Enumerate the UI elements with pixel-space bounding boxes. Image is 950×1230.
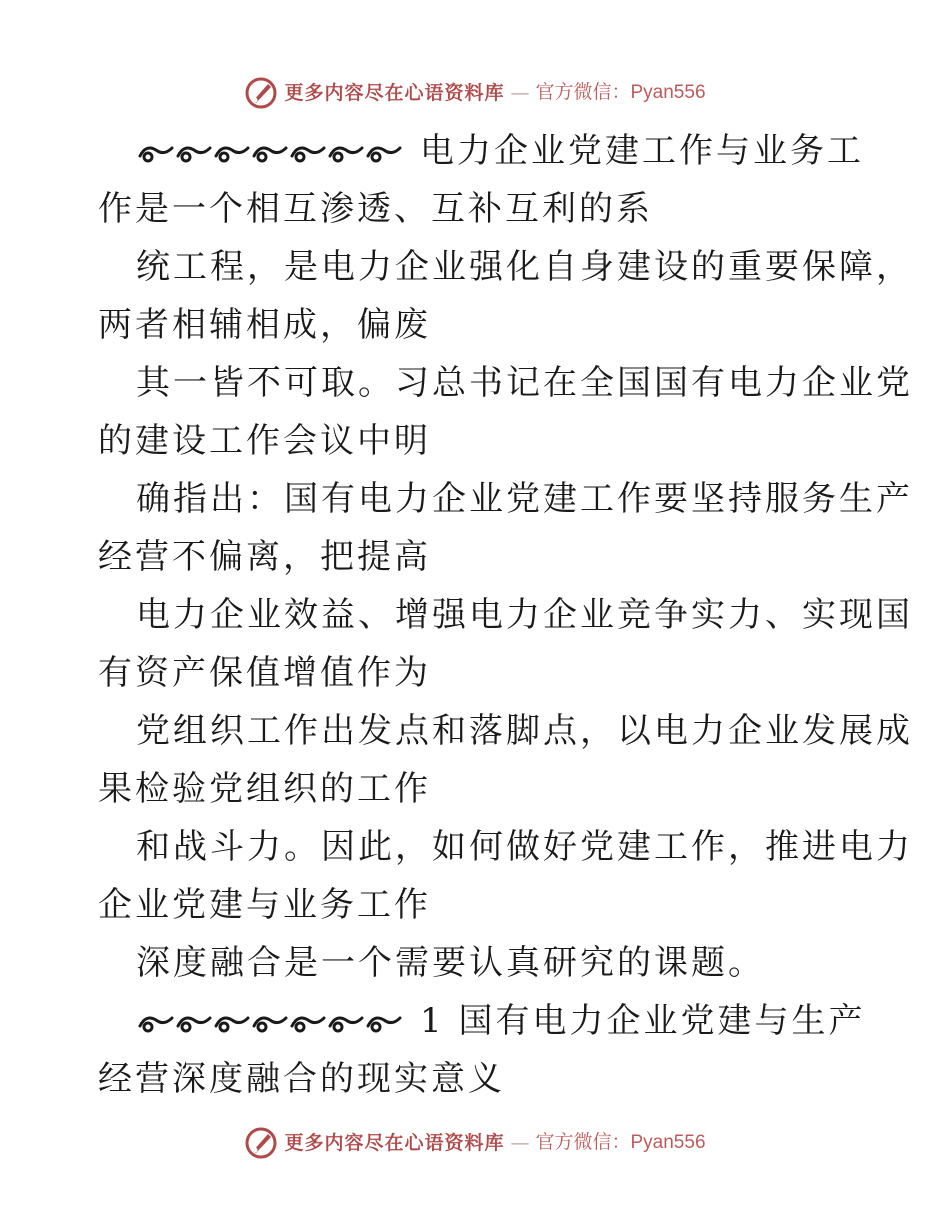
body-line: 企业党建与业务工作 bbox=[98, 885, 431, 925]
body-line: 统工程，是电力企业强化自身建设的重要保障， bbox=[136, 247, 913, 287]
section-heading-text: 1 国有电力企业党建与生产 bbox=[420, 1001, 866, 1041]
body-line: 和战斗力。因此，如何做好党建工作，推进电力 bbox=[136, 827, 913, 867]
body-line: 作是一个相互渗透、互补互利的系 bbox=[98, 189, 653, 229]
footer-watermark-wechat: 官方微信：Pyan556 bbox=[535, 1132, 706, 1153]
document-body bbox=[98, 122, 913, 1108]
body-line-text: 电力企业党建工作与业务工 bbox=[420, 131, 864, 171]
body-line: 两者相辅相成，偏废 bbox=[98, 305, 431, 345]
body-line bbox=[98, 122, 864, 180]
footer-watermark-text: 更多内容尽在心语资料库 bbox=[284, 1132, 505, 1154]
section-heading-line: 经营深度融合的现实意义 bbox=[98, 1059, 505, 1099]
footer-watermark bbox=[0, 1126, 950, 1160]
ornament-icon bbox=[136, 140, 408, 166]
quill-logo-icon bbox=[244, 1126, 278, 1160]
header-watermark-dash: — bbox=[510, 82, 530, 104]
body-line: 经营不偏离，把提高 bbox=[98, 537, 431, 577]
body-line: 深度融合是一个需要认真研究的课题。 bbox=[136, 943, 765, 983]
body-line: 确指出：国有电力企业党建工作要坚持服务生产 bbox=[136, 479, 913, 519]
ornament-icon bbox=[136, 1010, 408, 1036]
header-watermark-wechat: 官方微信：Pyan556 bbox=[535, 82, 706, 103]
body-line: 党组织工作出发点和落脚点，以电力企业发展成 bbox=[136, 711, 913, 751]
header-watermark bbox=[0, 76, 950, 110]
footer-watermark-dash: — bbox=[510, 1132, 530, 1154]
body-line: 果检验党组织的工作 bbox=[98, 769, 431, 809]
header-watermark-text: 更多内容尽在心语资料库 bbox=[284, 82, 505, 104]
body-line: 有资产保值增值作为 bbox=[98, 653, 431, 693]
body-line: 的建设工作会议中明 bbox=[98, 421, 431, 461]
body-line: 电力企业效益、增强电力企业竞争实力、实现国 bbox=[136, 595, 913, 635]
section-heading-line bbox=[98, 992, 866, 1050]
quill-logo-icon bbox=[244, 76, 278, 110]
body-line: 其一皆不可取。习总书记在全国国有电力企业党 bbox=[136, 363, 913, 403]
